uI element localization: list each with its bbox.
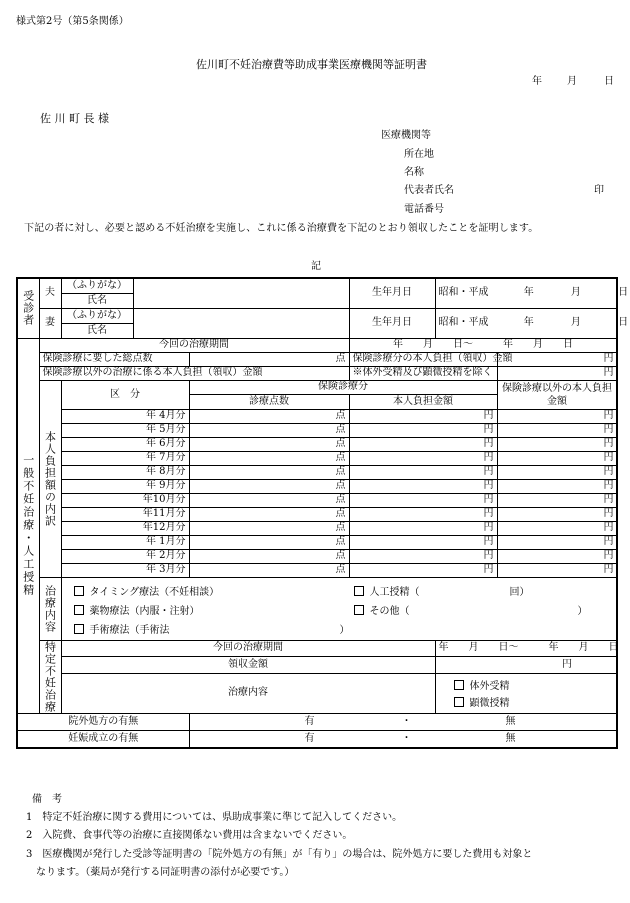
issuer-org-label: 医療機関等 bbox=[381, 130, 431, 141]
month-other-field[interactable]: 円 bbox=[497, 437, 617, 451]
wife-name-field[interactable] bbox=[133, 308, 349, 338]
document-title: 佐川町不妊治療費等助成事業医療機関等証明書 bbox=[196, 58, 427, 71]
month-other-field[interactable]: 円 bbox=[497, 409, 617, 423]
recipient-section-label: 受診者 bbox=[17, 278, 39, 338]
date-year: 年 bbox=[532, 76, 542, 87]
month-self-field[interactable]: 円 bbox=[349, 535, 497, 549]
option-timing-label: タイミング療法（不妊相談） bbox=[89, 586, 220, 598]
month-self-field[interactable]: 円 bbox=[349, 423, 497, 437]
col-self-header: 本人負担金額 bbox=[349, 395, 497, 410]
wife-name-label: 氏名 bbox=[61, 323, 133, 338]
pregnancy-yes[interactable]: 有 bbox=[304, 732, 315, 744]
issuer-phone-label: 電話番号 bbox=[404, 204, 444, 215]
option-icsi-label: 顕微授精 bbox=[469, 698, 510, 710]
checkbox-icon bbox=[74, 586, 84, 596]
form-number: 様式第2号（第5条関係） bbox=[16, 16, 129, 27]
col-insured-header: 保険診療分 bbox=[189, 380, 497, 395]
addressee: 佐 川 町 長 様 bbox=[40, 112, 109, 125]
husband-name-label: 氏名 bbox=[61, 293, 133, 308]
noninsured-self-pay-field[interactable]: 円 bbox=[497, 366, 617, 380]
month-row-label: 年 4月分 bbox=[61, 409, 189, 423]
receipt-amount-field[interactable]: 円 bbox=[435, 656, 617, 673]
option-other-label: その他（ bbox=[369, 605, 410, 617]
husband-year-unit: 年 bbox=[523, 287, 534, 299]
month-points-field[interactable]: 点 bbox=[189, 507, 349, 521]
checkbox-icon bbox=[354, 605, 364, 615]
specific-period-label: 今回の治療期間 bbox=[61, 640, 435, 656]
month-row-label: 年10月分 bbox=[61, 493, 189, 507]
option-surgery[interactable] bbox=[74, 624, 350, 636]
month-other-field[interactable]: 円 bbox=[497, 563, 617, 577]
certificate-table bbox=[16, 277, 629, 749]
general-content-label: 治療内容 bbox=[39, 577, 61, 640]
pregnancy-dot: ・ bbox=[401, 732, 412, 744]
option-ai[interactable] bbox=[354, 586, 530, 598]
general-period-field[interactable]: 年 月 日～ 年 月 日 bbox=[349, 338, 617, 352]
month-row-label: 年 2月分 bbox=[61, 549, 189, 563]
month-points-field[interactable]: 点 bbox=[189, 521, 349, 535]
certification-statement: 下記の者に対し、必要と認める不妊治療を実施し、これに係る治療費を下記のとおり領収したことを証明します。 bbox=[24, 223, 539, 234]
month-points-field[interactable]: 点 bbox=[189, 437, 349, 451]
checkbox-icon bbox=[454, 680, 464, 690]
insured-self-pay-label: 保険診療分の本人負担（領収）金額 bbox=[349, 352, 497, 366]
general-period-label: 今回の治療期間 bbox=[39, 338, 349, 352]
month-other-field[interactable]: 円 bbox=[497, 549, 617, 563]
pregnancy-no[interactable]: 無 bbox=[505, 732, 516, 744]
month-row-label: 年 9月分 bbox=[61, 479, 189, 493]
note-1: 1 特定不妊治療に関する費用については、県助成事業に準じて記入してください。 bbox=[26, 812, 403, 823]
month-points-field[interactable]: 点 bbox=[189, 423, 349, 437]
month-self-field[interactable]: 円 bbox=[349, 493, 497, 507]
option-ai-close: 回） bbox=[509, 586, 530, 598]
husband-era: 昭和・平成 bbox=[438, 287, 489, 299]
month-other-field[interactable]: 円 bbox=[497, 493, 617, 507]
month-other-field[interactable]: 円 bbox=[497, 535, 617, 549]
month-self-field[interactable]: 円 bbox=[349, 563, 497, 577]
month-other-field[interactable]: 円 bbox=[497, 451, 617, 465]
issuer-rep-label: 代表者氏名 bbox=[404, 185, 454, 196]
notes-heading: 備 考 bbox=[32, 794, 62, 805]
pregnancy-field[interactable] bbox=[189, 730, 617, 748]
month-row-label: 年 1月分 bbox=[61, 535, 189, 549]
wife-birth-label: 生年月日 bbox=[349, 308, 435, 338]
note-2: 2 入院費、食事代等の治療に直接関係ない費用は含まないでください。 bbox=[26, 830, 353, 841]
col-points-header: 診療点数 bbox=[189, 395, 349, 410]
checkbox-icon bbox=[454, 697, 464, 707]
month-self-field[interactable]: 円 bbox=[349, 479, 497, 493]
month-self-field[interactable]: 円 bbox=[349, 521, 497, 535]
noninsured-note: ※体外受精及び顕微授精を除く bbox=[349, 366, 497, 380]
month-self-field[interactable]: 円 bbox=[349, 465, 497, 479]
option-surgery-label: 手術療法（手術法 bbox=[89, 624, 170, 636]
total-points-field[interactable]: 点 bbox=[189, 352, 349, 366]
month-row-label: 年 3月分 bbox=[61, 563, 189, 577]
husband-day-unit: 日 bbox=[618, 287, 629, 299]
date-day: 日 bbox=[604, 76, 614, 87]
specific-content-label: 治療内容 bbox=[61, 673, 435, 713]
option-ai-label: 人工授精（ bbox=[369, 586, 420, 598]
wife-day-unit: 日 bbox=[618, 317, 629, 328]
wife-birth-field[interactable] bbox=[435, 308, 629, 338]
month-self-field[interactable]: 円 bbox=[349, 549, 497, 563]
month-points-field[interactable]: 点 bbox=[189, 409, 349, 423]
issuer-name-label: 名称 bbox=[404, 167, 424, 178]
date-month: 月 bbox=[567, 76, 577, 87]
checkbox-icon bbox=[74, 605, 84, 615]
month-self-field[interactable]: 円 bbox=[349, 409, 497, 423]
checkbox-icon bbox=[74, 624, 84, 634]
month-other-field[interactable]: 円 bbox=[497, 521, 617, 535]
month-row-label: 年 7月分 bbox=[61, 451, 189, 465]
month-points-field[interactable]: 点 bbox=[189, 549, 349, 563]
month-points-field[interactable]: 点 bbox=[189, 563, 349, 577]
checkbox-icon bbox=[354, 586, 364, 596]
option-surgery-close: ） bbox=[339, 624, 350, 636]
option-timing[interactable] bbox=[74, 586, 220, 598]
outpatient-field[interactable] bbox=[189, 713, 617, 730]
insured-self-pay-field[interactable]: 円 bbox=[497, 352, 617, 366]
option-icsi[interactable] bbox=[454, 697, 510, 709]
note-3b: なります。（薬局が発行する同証明書の添付が必要です。） bbox=[36, 867, 295, 878]
specific-content-options bbox=[435, 673, 617, 713]
pregnancy-label: 妊娠成立の有無 bbox=[17, 730, 189, 748]
month-other-field[interactable]: 円 bbox=[497, 479, 617, 493]
wife-label: 妻 bbox=[39, 308, 61, 338]
husband-month-unit: 月 bbox=[570, 287, 581, 299]
col-other-header: 保険診療以外の本人負担金額 bbox=[497, 380, 617, 409]
month-row-label: 年12月分 bbox=[61, 521, 189, 535]
noninsured-self-pay-label: 保険診療以外の治療に係る本人負担（領収）金額 bbox=[39, 366, 349, 380]
breakdown-label: 本人負担額の内訳 bbox=[39, 380, 61, 577]
wife-month-unit: 月 bbox=[570, 317, 581, 328]
husband-birth-label: 生年月日 bbox=[349, 278, 435, 308]
month-points-field[interactable]: 点 bbox=[189, 535, 349, 549]
month-self-field[interactable]: 円 bbox=[349, 451, 497, 465]
receipt-amount-label: 領収金額 bbox=[61, 656, 435, 673]
husband-name-field[interactable] bbox=[133, 278, 349, 308]
seal-mark: 印 bbox=[594, 185, 604, 196]
month-points-field[interactable]: 点 bbox=[189, 493, 349, 507]
husband-label: 夫 bbox=[39, 278, 61, 308]
option-drug-label: 薬物療法（内服・注射） bbox=[89, 605, 200, 617]
month-row-label: 年11月分 bbox=[61, 507, 189, 521]
option-other[interactable] bbox=[354, 605, 588, 617]
wife-furigana-label: （ふりがな） bbox=[61, 308, 133, 323]
month-other-field[interactable]: 円 bbox=[497, 507, 617, 521]
outpatient-dot: ・ bbox=[401, 715, 412, 727]
month-points-field[interactable]: 点 bbox=[189, 479, 349, 493]
specific-section-label: 特定不妊治療 bbox=[39, 640, 61, 713]
col-section-header: 区 分 bbox=[61, 380, 189, 409]
outpatient-yes[interactable]: 有 bbox=[304, 715, 315, 727]
month-other-field[interactable]: 円 bbox=[497, 423, 617, 437]
option-other-close: ） bbox=[577, 605, 588, 617]
wife-era: 昭和・平成 bbox=[438, 317, 489, 328]
outpatient-label: 院外処方の有無 bbox=[17, 713, 189, 730]
husband-birth-field[interactable] bbox=[435, 278, 629, 308]
outpatient-no[interactable]: 無 bbox=[505, 715, 516, 727]
option-ivf-label: 体外受精 bbox=[469, 681, 510, 693]
husband-furigana-label: （ふりがな） bbox=[61, 278, 133, 293]
ki-heading: 記 bbox=[311, 261, 321, 272]
month-self-field[interactable]: 円 bbox=[349, 437, 497, 451]
option-drug[interactable] bbox=[74, 605, 200, 617]
month-row-label: 年 8月分 bbox=[61, 465, 189, 479]
month-self-field[interactable]: 円 bbox=[349, 507, 497, 521]
month-row-label: 年 6月分 bbox=[61, 437, 189, 451]
month-points-field[interactable]: 点 bbox=[189, 451, 349, 465]
note-3a: 3 医療機関が発行した受診等証明書の「院外処方の有無」が「有り」の場合は、院外処方に要した費用も対象と bbox=[26, 849, 533, 860]
general-content-options bbox=[61, 577, 617, 640]
total-points-label: 保険診療に要した総点数 bbox=[39, 352, 189, 366]
general-section-label: 一般不妊治療・人工授精 bbox=[17, 338, 39, 713]
specific-period-field[interactable]: 年 月 日～ 年 月 日 bbox=[435, 640, 617, 656]
option-ivf[interactable] bbox=[454, 680, 510, 692]
wife-year-unit: 年 bbox=[523, 317, 534, 328]
month-points-field[interactable]: 点 bbox=[189, 465, 349, 479]
issuer-address-label: 所在地 bbox=[404, 149, 434, 160]
month-row-label: 年 5月分 bbox=[61, 423, 189, 437]
month-other-field[interactable]: 円 bbox=[497, 465, 617, 479]
